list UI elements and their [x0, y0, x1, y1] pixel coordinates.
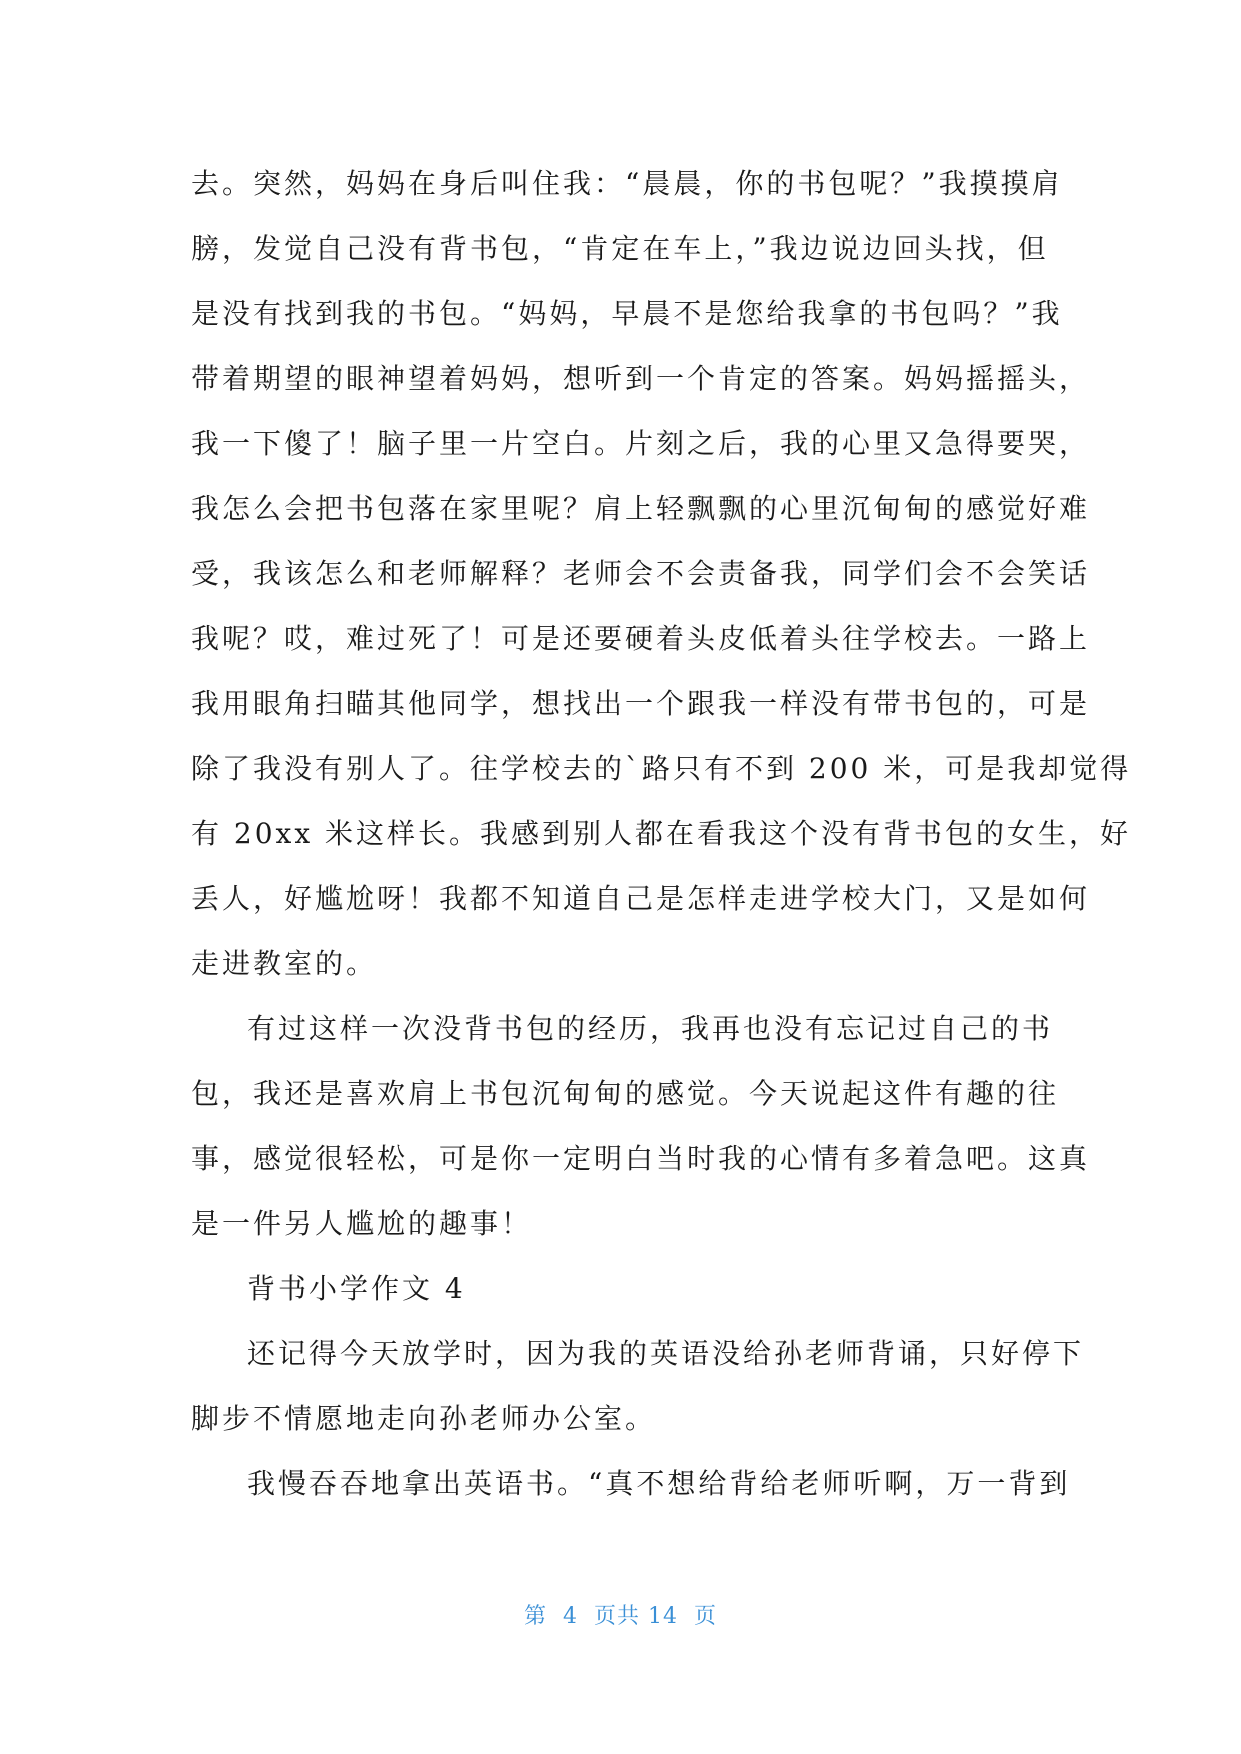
text-line: 去。突然，妈妈在身后叫住我：“晨晨，你的书包呢？”我摸摸肩: [191, 167, 1063, 200]
text-line: 膀，发觉自己没有背书包，“肯定在车上，”我边说边回头找，但: [191, 232, 1049, 265]
text-line: 受，我该怎么和老师解释？老师会不会责备我，同学们会不会笑话: [191, 557, 1091, 590]
text-line: 我呢？哎，难过死了！可是还要硬着头皮低着头往学校去。一路上: [191, 622, 1091, 655]
section-heading: 背书小学作文 4: [247, 1272, 466, 1305]
paragraph-start-line: 有过这样一次没背书包的经历，我再也没有忘记过自己的书: [247, 1012, 1054, 1045]
text-line: 事，感觉很轻松，可是你一定明白当时我的心情有多着急吧。这真: [191, 1142, 1091, 1175]
text-line: 脚步不情愿地走向孙老师办公室。: [191, 1402, 657, 1435]
text-line: 包，我还是喜欢肩上书包沉甸甸的感觉。今天说起这件有趣的往: [191, 1077, 1060, 1110]
text-line: 是没有找到我的书包。“妈妈，早晨不是您给我拿的书包吗？”我: [191, 297, 1063, 330]
text-line: 我用眼角扫瞄其他同学，想找出一个跟我一样没有带书包的，可是: [191, 687, 1091, 720]
text-line: 带着期望的眼神望着妈妈，想听到一个肯定的答案。妈妈摇摇头，: [191, 362, 1091, 395]
text-line: 我一下傻了！脑子里一片空白。片刻之后，我的心里又急得要哭，: [191, 427, 1091, 460]
paragraph-start-line: 还记得今天放学时，因为我的英语没给孙老师背诵，只好停下: [247, 1337, 1085, 1370]
text-line: 我怎么会把书包落在家里呢？肩上轻飘飘的心里沉甸甸的感觉好难: [191, 492, 1091, 525]
text-line: 走进教室的。: [191, 947, 378, 980]
text-line: 有 20xx 米这样长。我感到别人都在看我这个没有背书包的女生，好: [191, 817, 1132, 850]
paragraph-start-line: 我慢吞吞地拿出英语书。“真不想给背给老师听啊，万一背到: [247, 1467, 1071, 1500]
page-number-footer: 第 4 页共 14 页: [524, 1604, 717, 1629]
text-line: 除了我没有别人了。往学校去的`路只有不到 200 米，可是我却觉得: [191, 752, 1132, 785]
text-line: 是一件另人尴尬的趣事！: [191, 1207, 533, 1240]
text-line: 丢人，好尴尬呀！我都不知道自己是怎样走进学校大门，又是如何: [191, 882, 1091, 915]
